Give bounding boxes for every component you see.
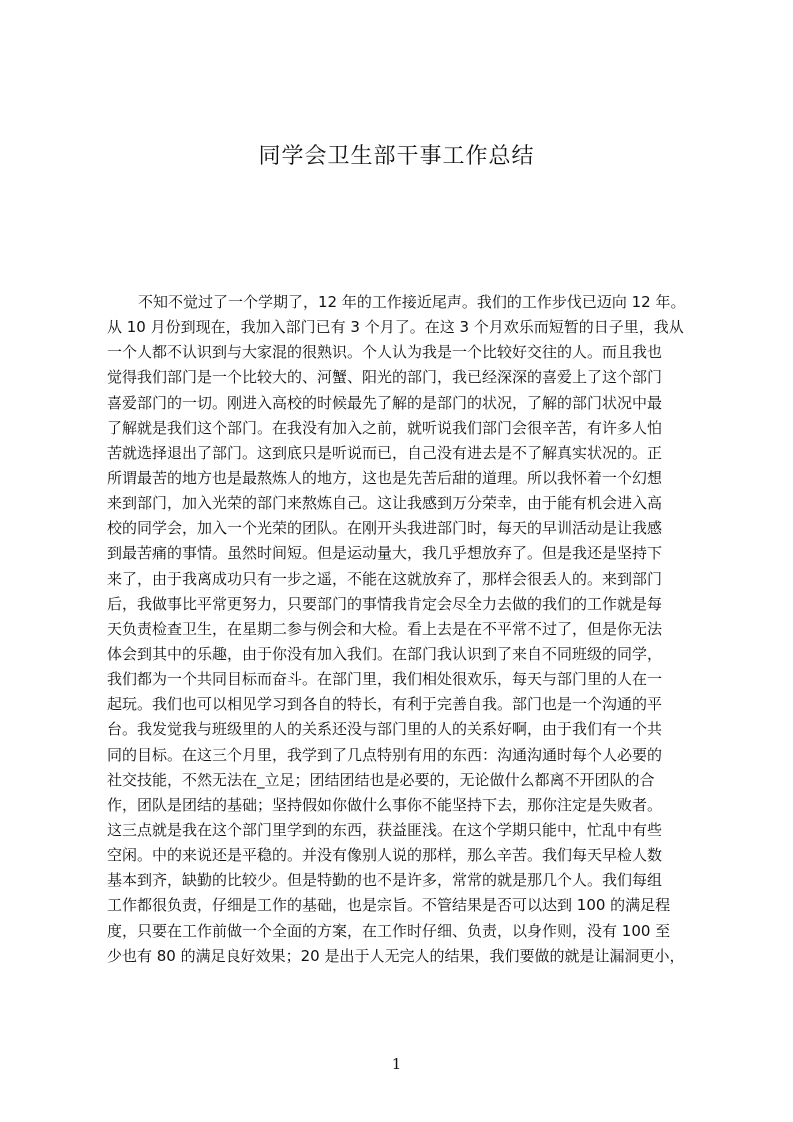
paragraph-line: 体会到其中的乐趣，由于你没有加入我们。在部门我认识到了来自不同班级的同学， — [107, 644, 663, 663]
page-number: 1 — [391, 1055, 402, 1073]
paragraph-line: 台。我发觉我与班级里的人的关系还没与部门里的人的关系好啊，由于我们有一个共 — [107, 720, 663, 739]
paragraph-line: 所谓最苦的地方也是最熬炼人的地方，这也是先苦后甜的道理。所以我怀着一个幻想 — [107, 468, 663, 487]
paragraph-line: 天负责检查卫生，在星期二参与例会和大检。看上去是在不平常不过了，但是你无法 — [107, 619, 663, 638]
paragraph-line: 少也有 80 的满足良好效果；20 是出于人无完人的结果，我们要做的就是让漏洞更小， — [107, 946, 685, 965]
paragraph-line: 觉得我们部门是一个比较大的、河蟹、阳光的部门，我已经深深的喜爱上了这个部门 — [107, 368, 663, 387]
paragraph-line: 度，只要在工作前做一个全面的方案，在工作时仔细、负责，以身作则，没有 100 至 — [107, 921, 671, 940]
paragraph-line: 这三点就是我在这个部门里学到的东西，获益匪浅。在这个学期只能中，忙乱中有些 — [107, 820, 663, 839]
paragraph-line: 到最苦痛的事情。虽然时间短。但是运动量大，我几乎想放弃了。但是我还是坚持下 — [107, 544, 663, 563]
paragraph-line: 苦就选择退出了部门。这到底只是听说而已，自己没有进去是不了解真实状况的。正 — [107, 443, 663, 462]
paragraph-line: 后，我做事比平常更努力，只要部门的事情我肯定会尽全力去做的我们的工作就是每 — [107, 594, 663, 613]
paragraph-line: 空闲。中的来说还是平稳的。并没有像别人说的那样，那么辛苦。我们每天早检人数 — [107, 846, 663, 865]
document-title: 同学会卫生部干事工作总结 — [258, 144, 535, 169]
paragraph-line: 基本到齐，缺勤的比较少。但是特勤的也不是许多，常常的就是那几个人。我们每组 — [107, 871, 663, 890]
paragraph-line: 作，团队是团结的基础；坚持假如你做什么事你不能坚持下去，那你注定是失败者。 — [107, 795, 663, 814]
paragraph-line: 工作都很负责，仔细是工作的基础，也是宗旨。不管结果是否可以达到 100 的满足程 — [107, 896, 671, 915]
paragraph-line: 不知不觉过了一个学期了，12 年的工作接近尾声。我们的工作步伐已迈向 12 年。 — [138, 293, 686, 311]
body-paragraph — [107, 290, 697, 969]
paragraph-line: 我们都为一个共同目标而奋斗。在部门里，我们相处很欢乐，每天与部门里的人在一 — [107, 670, 663, 689]
paragraph-line: 了解就是我们这个部门。在我没有加入之前，就听说我们部门会很辛苦，有许多人怕 — [107, 418, 663, 437]
paragraph-line: 社交技能，不然无法在_立足；团结团结也是必要的，无论做什么都离不开团队的合 — [107, 770, 655, 789]
paragraph-line: 来了，由于我离成功只有一步之遥，不能在这就放弃了，那样会很丢人的。来到部门 — [107, 569, 663, 588]
paragraph-line: 喜爱部门的一切。刚进入高校的时候最先了解的是部门的状况，了解的部门状况中最 — [107, 393, 663, 412]
paragraph-line: 从 10 月份到现在，我加入部门已有 3 个月了。在这 3 个月欢乐而短暂的日子里，我从 — [107, 318, 684, 337]
paragraph-line: 同的目标。在这三个月里，我学到了几点特别有用的东西：沟通沟通时每个人必要的 — [107, 745, 663, 764]
paragraph-line: 一个人都不认识到与大家混的很熟识。个人认为我是一个比较好交往的人。而且我也 — [107, 343, 663, 362]
paragraph-line: 来到部门，加入光荣的部门来熬炼自己。这让我感到万分荣幸，由于能有机会进入高 — [107, 494, 663, 513]
paragraph-line: 起玩。我们也可以相见学习到各自的特长，有利于完善自我。部门也是一个沟通的平 — [107, 695, 663, 714]
paragraph-line: 校的同学会，加入一个光荣的团队。在刚开头我进部门时，每天的早训活动是让我感 — [107, 519, 663, 538]
